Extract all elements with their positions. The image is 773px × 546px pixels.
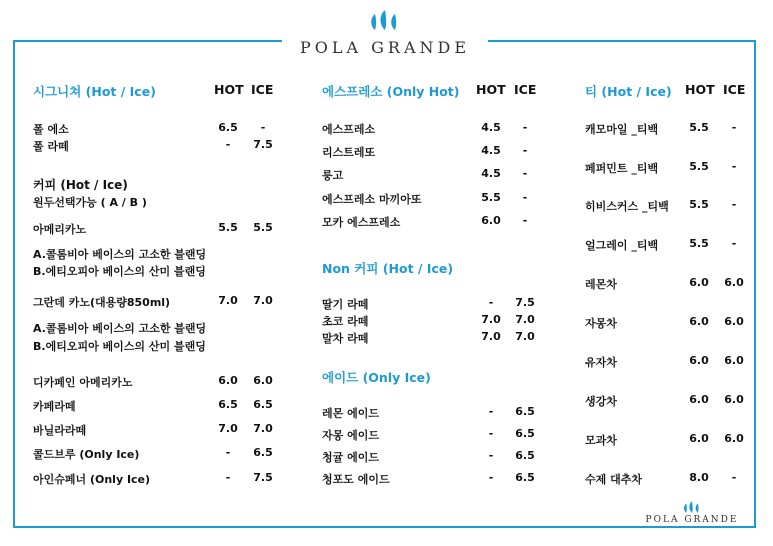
bean-option-b: B.에티오피아 베이스의 산미 블랜딩: [33, 265, 206, 278]
hot-price: 7.0: [481, 313, 501, 326]
ice-price: 6.5: [253, 446, 273, 459]
ice-price: 7.0: [253, 294, 273, 307]
hot-price: -: [225, 446, 231, 459]
menu-item-name: 그란데 카노(대용량850ml): [33, 296, 171, 309]
menu-item-name: 폴 에소: [33, 123, 69, 136]
ice-price: -: [522, 191, 528, 204]
menu-item-name: 청포도 에이드: [322, 473, 390, 486]
hot-price: 5.5: [218, 221, 238, 234]
hot-price: 7.0: [481, 330, 501, 343]
hot-price: -: [488, 449, 494, 462]
bean-select-note: 원두선택가능 ( A / B ): [33, 196, 147, 209]
ice-label: ICE: [514, 82, 537, 97]
section-title-noncoffee: Non 커피 (Hot / Ice): [322, 261, 454, 276]
menu-item-name: 아인슈페너 (Only Ice): [33, 473, 151, 486]
ice-price: -: [731, 471, 737, 484]
brand-name: POLA GRANDE: [299, 38, 471, 57]
menu-item-name: 초코 라떼: [322, 315, 369, 328]
bean-option-b: B.에티오피아 베이스의 산미 블랜딩: [33, 340, 206, 353]
section-title-espresso: 에스프레소 (Only Hot): [322, 84, 460, 99]
hot-price: -: [488, 471, 494, 484]
menu-item-name: 청귤 에이드: [322, 451, 379, 464]
hot-price: 6.0: [689, 354, 709, 367]
menu-item-name: 얼그레이 _티백: [585, 239, 659, 252]
bean-option-a: A.콜롬비아 베이스의 고소한 블랜딩: [33, 248, 207, 261]
ice-price: -: [522, 121, 528, 134]
ice-price: 6.0: [724, 354, 744, 367]
hot-price: 6.0: [689, 393, 709, 406]
menu-item-name: 모과차: [585, 434, 617, 447]
hot-price: 6.0: [689, 315, 709, 328]
section-title-coffee: 커피 (Hot / Ice): [33, 178, 128, 192]
hot-price: 6.5: [218, 121, 238, 134]
ice-price: 6.5: [253, 398, 273, 411]
ice-price: 7.0: [515, 313, 535, 326]
hot-price: 7.0: [218, 422, 238, 435]
menu-item-name: 아메리카노: [33, 223, 87, 236]
hot-price: 5.5: [689, 237, 709, 250]
menu-item-name: 에스프레소 마끼아또: [322, 193, 422, 206]
ice-price: 7.5: [515, 296, 535, 309]
brand-logo-bottom: [642, 500, 742, 525]
section-title-tea: 티 (Hot / Ice): [585, 84, 672, 99]
ice-price: -: [731, 237, 737, 250]
ice-price: 6.0: [724, 315, 744, 328]
ice-price: 6.0: [253, 374, 273, 387]
ice-price: 6.0: [724, 393, 744, 406]
menu-item-name: 룽고: [322, 169, 344, 182]
ice-price: 6.5: [515, 427, 535, 440]
menu-item-name: 폴 라떼: [33, 140, 69, 153]
hot-price: -: [488, 427, 494, 440]
hot-price: 6.5: [218, 398, 238, 411]
menu-item-name: 유자차: [585, 356, 617, 369]
ice-price: 6.0: [724, 276, 744, 289]
hot-price: 6.0: [218, 374, 238, 387]
ice-price: 7.5: [253, 471, 273, 484]
brand-name-bottom: POLA GRANDE: [645, 515, 739, 525]
menu-item-name: 히비스커스 _티백: [585, 200, 669, 213]
brand-logo-top: [282, 8, 488, 58]
ice-label: ICE: [251, 82, 274, 97]
ice-price: -: [522, 214, 528, 227]
hot-price: -: [488, 296, 494, 309]
hot-price: 6.0: [689, 276, 709, 289]
hot-price: -: [225, 138, 231, 151]
ice-price: -: [260, 121, 266, 134]
ice-price: -: [731, 160, 737, 173]
bean-option-a: A.콜롬비아 베이스의 고소한 블랜딩: [33, 322, 207, 335]
ice-price: -: [731, 121, 737, 134]
ice-price: 7.0: [515, 330, 535, 343]
menu-item-name: 딸기 라떼: [322, 298, 369, 311]
menu-item-name: 생강차: [585, 395, 617, 408]
ice-price: 7.0: [253, 422, 273, 435]
ice-price: -: [522, 144, 528, 157]
ice-price: 6.5: [515, 449, 535, 462]
menu-item-name: 콜드브루 (Only Ice): [33, 448, 140, 461]
hot-price: 5.5: [689, 160, 709, 173]
ice-price: 6.0: [724, 432, 744, 445]
menu-item-name: 리스트레또: [322, 146, 376, 159]
menu-item-name: 자몽 에이드: [322, 429, 379, 442]
menu-item-name: 디카페인 아메리카노: [33, 376, 133, 389]
hot-price: -: [225, 471, 231, 484]
section-title-ade: 에이드 (Only Ice): [322, 370, 431, 385]
ice-price: -: [522, 167, 528, 180]
menu-item-name: 레몬차: [585, 278, 617, 291]
menu-item-name: 수제 대추차: [585, 473, 642, 486]
hot-price: 7.0: [218, 294, 238, 307]
hot-label: HOT: [214, 82, 244, 97]
brand-mark-icon: [681, 500, 703, 514]
hot-price: 4.5: [481, 167, 501, 180]
menu-item-name: 페퍼민트 _티백: [585, 162, 659, 175]
menu-item-name: 바닐라라떼: [33, 424, 87, 437]
hot-price: 4.5: [481, 121, 501, 134]
hot-price: 5.5: [689, 198, 709, 211]
section-title-signature: 시그니쳐 (Hot / Ice): [33, 84, 156, 99]
hot-label: HOT: [685, 82, 715, 97]
hot-price: 4.5: [481, 144, 501, 157]
hot-price: 6.0: [481, 214, 501, 227]
hot-label: HOT: [476, 82, 506, 97]
ice-label: ICE: [723, 82, 746, 97]
ice-price: 5.5: [253, 221, 273, 234]
ice-price: 7.5: [253, 138, 273, 151]
menu-item-name: 레몬 에이드: [322, 407, 379, 420]
ice-price: 6.5: [515, 471, 535, 484]
menu-item-name: 모카 에스프레소: [322, 216, 401, 229]
hot-price: -: [488, 405, 494, 418]
brand-mark-icon: [367, 8, 403, 32]
hot-price: 5.5: [481, 191, 501, 204]
ice-price: -: [731, 198, 737, 211]
menu-item-name: 자몽차: [585, 317, 617, 330]
hot-price: 6.0: [689, 432, 709, 445]
ice-price: 6.5: [515, 405, 535, 418]
hot-price: 5.5: [689, 121, 709, 134]
hot-price: 8.0: [689, 471, 709, 484]
menu-item-name: 말차 라떼: [322, 332, 369, 345]
menu-item-name: 에스프레소: [322, 123, 376, 136]
menu-item-name: 캐모마일 _티백: [585, 123, 659, 136]
menu-item-name: 카페라떼: [33, 400, 76, 413]
